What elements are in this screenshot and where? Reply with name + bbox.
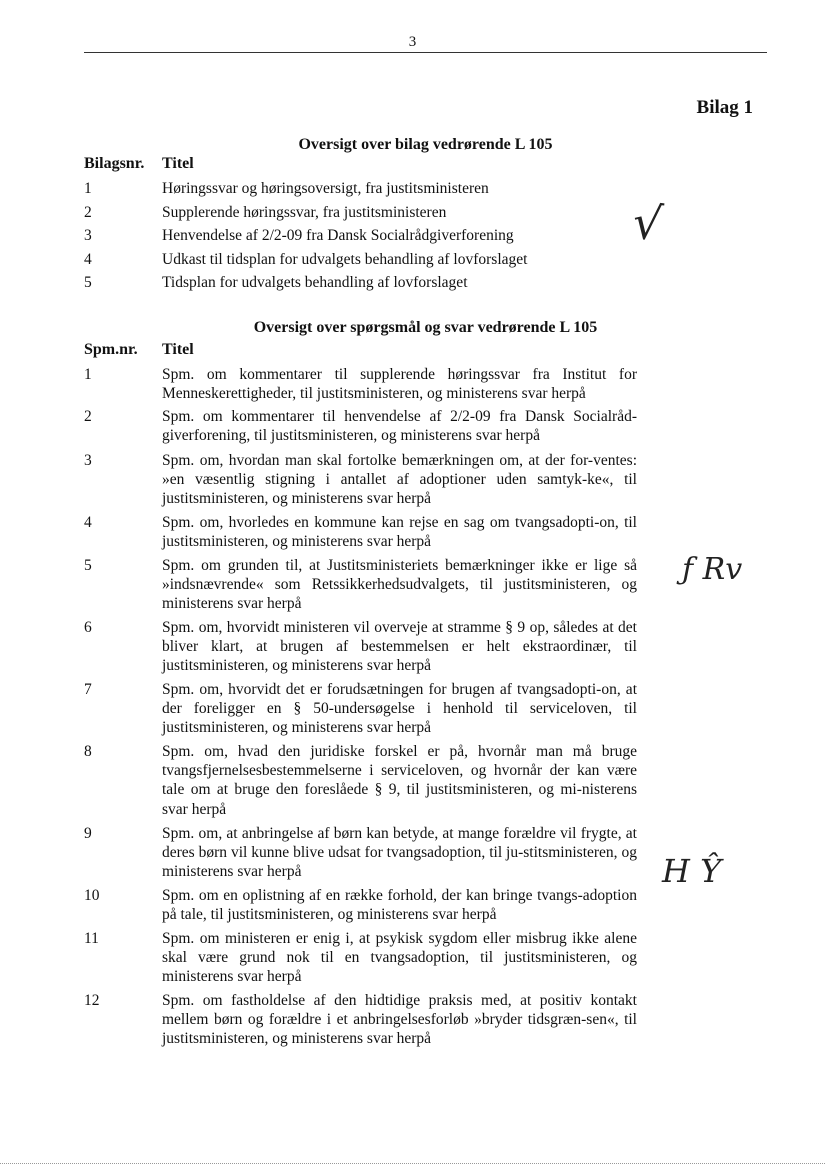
attachment-title: Høringssvar og høringsoversigt, fra justitsministeren: [162, 180, 489, 197]
question-num: 5: [84, 557, 92, 574]
question-num: 9: [84, 825, 92, 842]
handwritten-initials: ƒ Rv: [682, 552, 743, 587]
question-title: Spm. om, hvorledes en kommune kan rejse en sag om tvangsadopti-on, til justitsministeren, og ministerens svar herpå: [162, 514, 637, 551]
question-num: 1: [84, 366, 92, 383]
question-title: Spm. om en oplistning af en række forhold, der kan bringe tvangs-adoption på tale, til justitsministeren, og ministerens svar herpå: [162, 887, 637, 924]
attachment-num: 2: [84, 204, 92, 221]
question-num: 2: [84, 408, 92, 425]
question-title: Spm. om kommentarer til supplerende høringssvar fra Institut for Menneskerettigheder, til justitsministeren, og ministerens svar herpå: [162, 366, 637, 403]
question-title: Spm. om, hvad den juridiske forskel er på, hvornår man må bruge tvangsfjernelsesbestemmelserne i serviceloven, og hvornår der kan være tale om at bruge den foreslåede § 9, til justitsministeren, og mi-nisterens svar herpå: [162, 743, 637, 818]
handwritten-checkmark: √: [630, 194, 666, 252]
attachments-num-header: Bilagsnr.: [84, 155, 145, 172]
header-rule: [84, 52, 767, 53]
question-title: Spm. om, hvordan man skal fortolke bemærkningen om, at der for-ventes: »en væsentlig stigning i antallet af adoptioner uden samtyk-ke«, til justitsministeren, og ministerens svar herpå: [162, 452, 637, 508]
question-num: 3: [84, 452, 92, 469]
question-num: 11: [84, 930, 99, 947]
attachments-title-header: Titel: [162, 155, 194, 172]
attachment-title: Supplerende høringssvar, fra justitsministeren: [162, 204, 447, 221]
attachment-title: Tidsplan for udvalgets behandling af lovforslaget: [162, 274, 468, 291]
page-number: 3: [408, 34, 417, 50]
question-num: 8: [84, 743, 92, 760]
attachment-title: Henvendelse af 2/2-09 fra Dansk Socialrådgiverforening: [162, 227, 514, 244]
question-num: 10: [84, 887, 100, 904]
question-title: Spm. om fastholdelse af den hidtidige praksis med, at positiv kontakt mellem børn og forældre i et anbringelsesforløb »bryder tidsgræn-sen«, til justitsministeren, og ministerens svar herpå: [162, 992, 637, 1048]
question-title: Spm. om kommentarer til henvendelse af 2/2-09 fra Dansk Socialråd-giverforening, til justitsministeren, og ministerens svar herpå: [162, 408, 637, 445]
questions-num-header: Spm.nr.: [84, 341, 138, 358]
question-title: Spm. om grunden til, at Justitsministeriets bemærkninger ikke er lige så »indsnævrende« som Retssikkerhedsudvalgets, til justitsministeren, og ministerens svar herpå: [162, 557, 637, 613]
questions-title-header: Titel: [162, 341, 194, 358]
attachment-num: 3: [84, 227, 92, 244]
attachment-title: Udkast til tidsplan for udvalgets behandling af lovforslaget: [162, 251, 528, 268]
question-title: Spm. om ministeren er enig i, at psykisk sygdom eller misbrug ikke alene skal være grund nok til en tvangsadoption, til justitsministeren, og ministerens svar herpå: [162, 930, 637, 986]
question-title: Spm. om, hvorvidt det er forudsætningen for brugen af tvangsadopti-on, at der foreligger en § 50-undersøgelse i henhold til serviceloven, til justitsministeren, og ministerens svar herpå: [162, 681, 637, 737]
attachment-num: 1: [84, 180, 92, 197]
handwritten-initials: H Ŷ: [662, 852, 722, 890]
question-num: 7: [84, 681, 92, 698]
attachment-num: 4: [84, 251, 92, 268]
question-title: Spm. om, at anbringelse af børn kan betyde, at mange forældre vil frygte, at deres børn vil kunne blive udsat for tvangsadoption, til ju-stitsministeren, og ministerens svar herpå: [162, 825, 637, 881]
question-num: 6: [84, 619, 92, 636]
attachments-section-title: Oversigt over bilag vedrørende L 105: [298, 136, 553, 153]
scan-edge: [0, 1163, 825, 1164]
question-title: Spm. om, hvorvidt ministeren vil overveje at stramme § 9 op, således at det bliver klart, at brugen af bestemmelsen er helt ekstraordinær, til justitsministeren, og ministerens svar herpå: [162, 619, 637, 675]
attachment-num: 5: [84, 274, 92, 291]
question-num: 12: [84, 992, 100, 1009]
bilag-label: Bilag 1: [696, 97, 753, 118]
questions-section-title: Oversigt over spørgsmål og svar vedrørende L 105: [253, 319, 598, 336]
question-num: 4: [84, 514, 92, 531]
